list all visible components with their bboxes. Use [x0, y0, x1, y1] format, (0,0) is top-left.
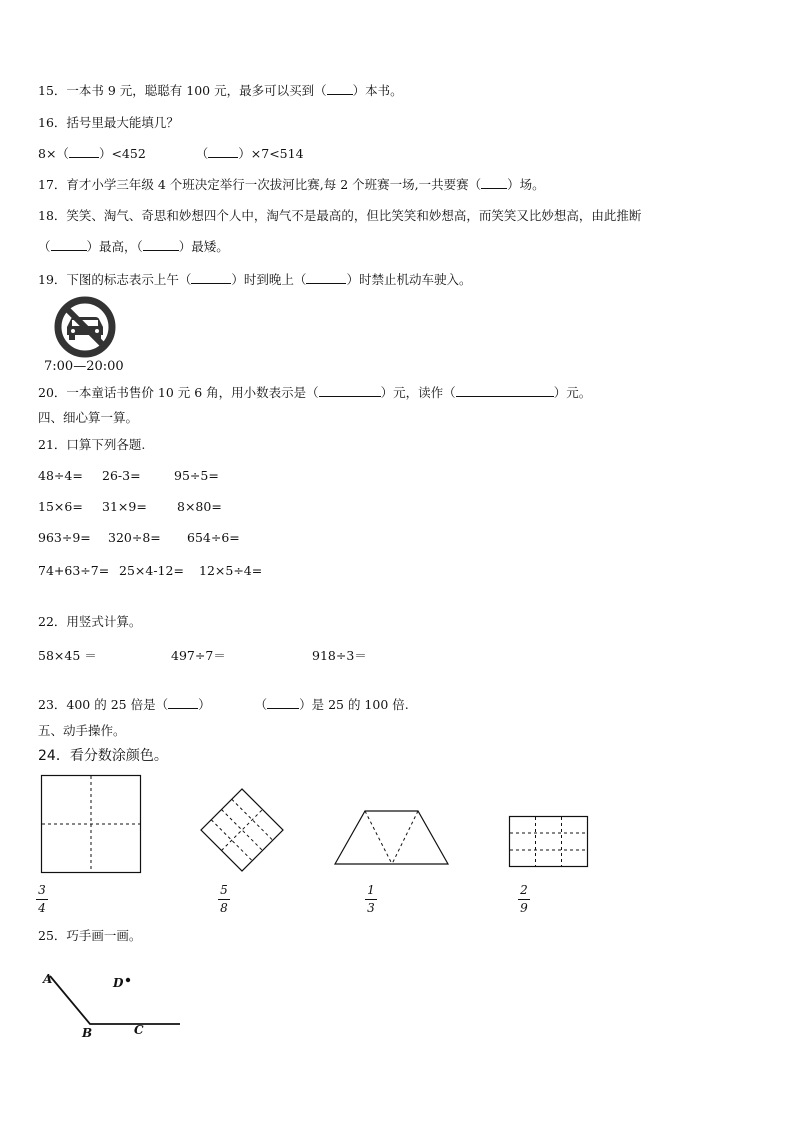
calc-item: 31×9=	[102, 499, 147, 514]
point-c-label: C	[134, 1023, 144, 1037]
answer-blank[interactable]	[327, 83, 353, 95]
answer-blank[interactable]	[306, 272, 346, 284]
fraction-label: 2 9	[517, 884, 531, 915]
question-17: 17．育才小学三年级 4 个班决定举行一次拔河比赛,每 2 个班赛一场,一共要赛（ ）场。	[38, 177, 545, 192]
calc-item: 25×4-12=	[119, 563, 184, 578]
point-b-label: B	[82, 1026, 93, 1040]
calc-item: 95÷5=	[174, 468, 219, 483]
fraction-label: 5 8	[217, 884, 231, 915]
section-5-heading: 五、动手操作。	[38, 723, 126, 738]
question-16-title: 16．括号里最大能填几？	[38, 115, 179, 130]
answer-blank[interactable]	[69, 146, 99, 158]
question-18-line2: （ ）最高，（ ）最矮。	[38, 239, 229, 254]
fraction-shape-trapezoid[interactable]	[334, 810, 450, 866]
fraction-label: 1 3	[364, 884, 378, 915]
calc-item: 26-3=	[102, 468, 141, 483]
vertical-calc-item: 58×45 ＝	[38, 648, 97, 663]
question-16-expressions: 8×（ ）<452 （ ）×7<514	[38, 146, 304, 161]
answer-blank[interactable]	[51, 239, 87, 251]
calc-item: 74+63÷7=	[38, 563, 110, 578]
fraction-shape-square[interactable]	[41, 775, 141, 873]
calc-item: 15×6=	[38, 499, 83, 514]
calc-item: 963÷9=	[38, 530, 91, 545]
vertical-calc-item: 918÷3＝	[312, 648, 367, 663]
angle-drawing[interactable]	[38, 962, 183, 1042]
calc-item: 12×5÷4=	[199, 563, 263, 578]
no-vehicle-sign-icon	[52, 295, 118, 359]
fraction-label: 3 4	[35, 884, 49, 915]
point-d-dot	[126, 978, 130, 982]
question-22-title: 22．用竖式计算。	[38, 614, 142, 629]
calc-item: 654÷6=	[187, 530, 240, 545]
answer-blank[interactable]	[168, 697, 198, 709]
answer-blank[interactable]	[481, 177, 507, 189]
answer-blank[interactable]	[456, 385, 554, 397]
question-24-title: 24．看分数涂颜色。	[38, 748, 168, 764]
question-21-title: 21．口算下列各题.	[38, 437, 146, 452]
calc-item: 8×80=	[177, 499, 222, 514]
question-15: 15．一本书 9 元，聪聪有 100 元，最多可以买到（ ）本书。	[38, 83, 403, 98]
question-20: 20．一本童话书售价 10 元 6 角，用小数表示是（ ）元，读作（ ）元。	[38, 385, 592, 400]
calc-item: 320÷8=	[108, 530, 161, 545]
question-23: 23．400 的 25 倍是（ ） （ ）是 25 的 100 倍.	[38, 697, 409, 712]
answer-blank[interactable]	[319, 385, 381, 397]
fraction-shape-rectangle[interactable]	[509, 816, 589, 868]
answer-blank[interactable]	[208, 146, 238, 158]
point-a-label: A	[43, 972, 53, 986]
question-25-title: 25．巧手画一画。	[38, 928, 142, 943]
answer-blank[interactable]	[143, 239, 179, 251]
vertical-calc-item: 497÷7＝	[171, 648, 226, 663]
answer-blank[interactable]	[191, 272, 231, 284]
point-d-label: D	[113, 976, 124, 990]
answer-blank[interactable]	[267, 697, 299, 709]
calc-item: 48÷4=	[38, 468, 83, 483]
section-4-heading: 四、细心算一算。	[38, 410, 139, 425]
question-19: 19．下图的标志表示上午（ ）时到晚上（ ）时禁止机动车驶入。	[38, 272, 472, 287]
question-18-line1: 18．笑笑、淘气、奇思和妙想四个人中，淘气不是最高的，但比笑笑和妙想高，而笑笑又比妙想高，由此推断	[38, 208, 642, 223]
fraction-shape-diamond[interactable]	[192, 788, 292, 872]
sign-caption: 7:00—20:00	[44, 359, 124, 374]
